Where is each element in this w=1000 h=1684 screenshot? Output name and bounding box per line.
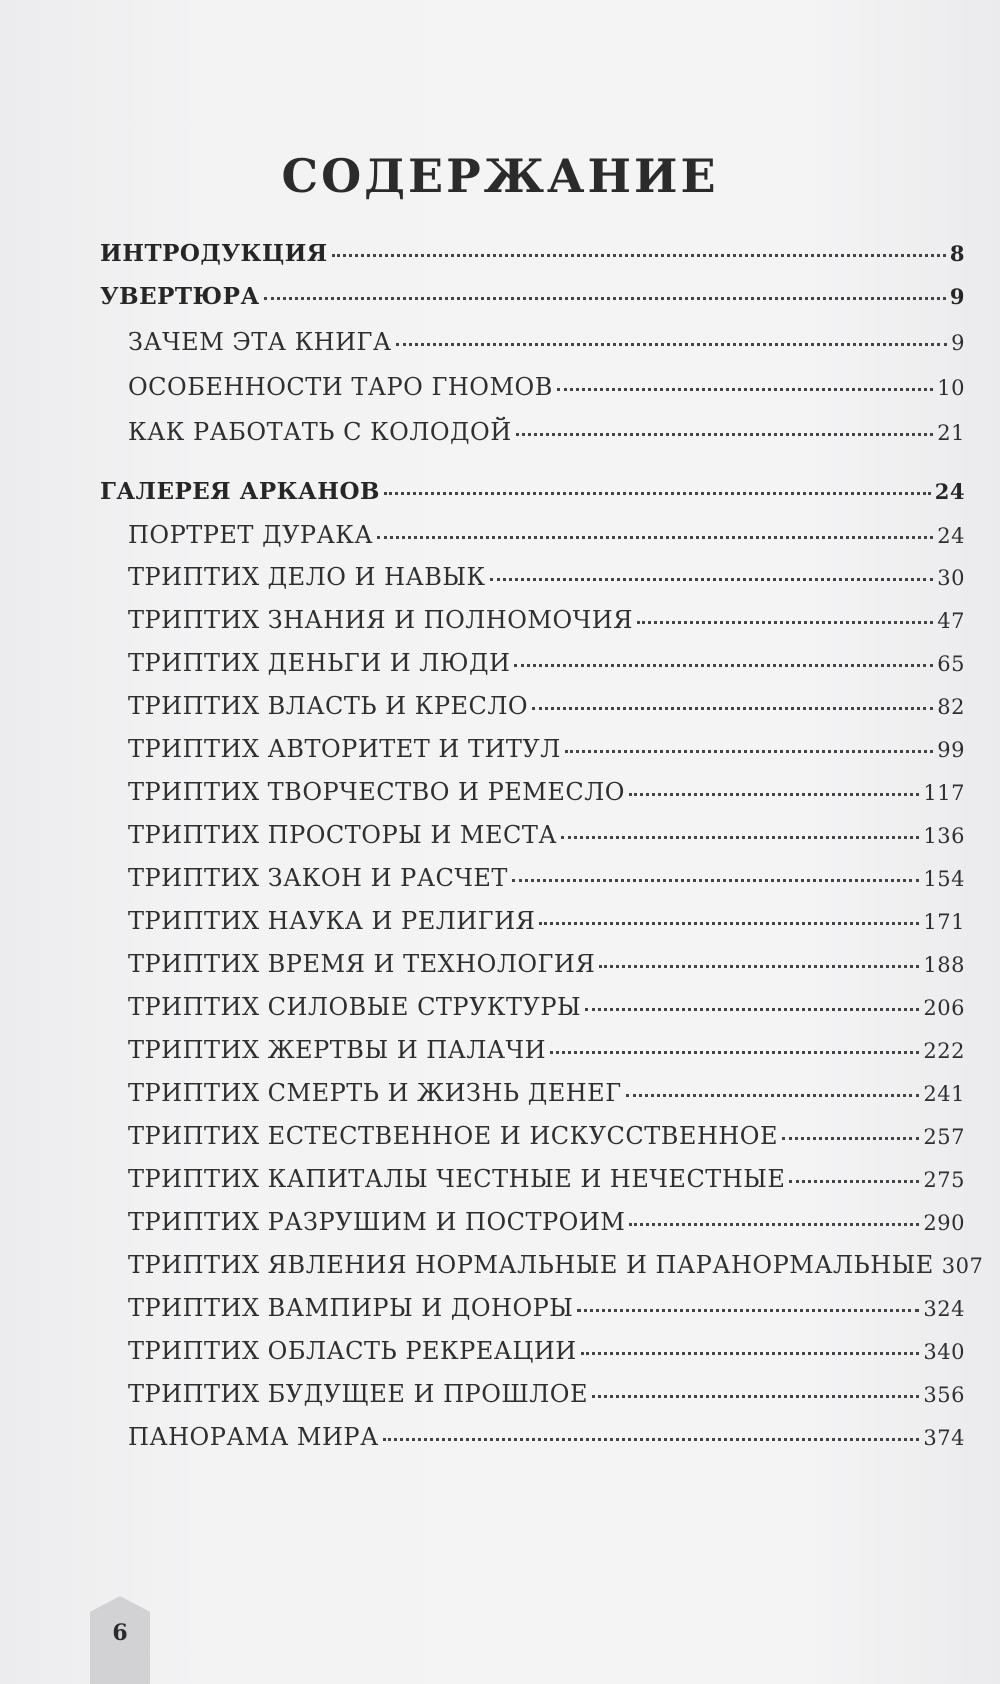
toc-entry-page: 374 [923, 1426, 965, 1450]
dot-leader [377, 534, 933, 539]
toc-entry-title: ТРИПТИХ ОБЛАСТЬ РЕКРЕАЦИИ [128, 1337, 577, 1365]
toc-entry [128, 907, 965, 935]
page-number: 6 [112, 1620, 128, 1646]
toc-entry-title: ИНТРОДУКЦИЯ [100, 240, 328, 267]
toc-entry-page: 275 [923, 1168, 965, 1192]
toc-entry [100, 240, 965, 267]
toc-entry [128, 1079, 965, 1107]
toc-entry-title: ТРИПТИХ ЕСТЕСТВЕННОЕ И ИСКУССТВЕННОЕ [128, 1122, 779, 1150]
dot-leader [581, 1350, 920, 1355]
dot-leader [516, 431, 934, 436]
toc-entry [128, 692, 965, 720]
toc-entry-title: ТРИПТИХ ВРЕМЯ И ТЕХНОЛОГИЯ [128, 950, 596, 978]
toc-entry-page: 9 [949, 284, 965, 309]
toc-entry-page: 340 [923, 1340, 965, 1364]
toc-entry-page: 222 [923, 1039, 965, 1063]
toc-entry [128, 328, 965, 356]
dot-leader [550, 1049, 919, 1054]
dot-leader [396, 341, 948, 346]
toc-entry-title: ТРИПТИХ ТВОРЧЕСТВО И РЕМЕСЛО [128, 778, 625, 806]
toc-entry [128, 993, 965, 1021]
toc-entry-page: 21 [937, 421, 965, 445]
toc-entry [128, 563, 965, 591]
dot-leader [782, 1135, 919, 1140]
dot-leader [264, 295, 946, 300]
toc-entry [128, 950, 965, 978]
toc-entry-page: 136 [923, 824, 965, 848]
toc-entry-page: 241 [923, 1082, 965, 1106]
toc-entry-title: ТРИПТИХ ДЕНЬГИ И ЛЮДИ [128, 649, 511, 677]
toc-entry [128, 1122, 965, 1150]
toc-entry-title: КАК РАБОТАТЬ С КОЛОДОЙ [128, 418, 512, 446]
toc-entry-page: 171 [923, 910, 965, 934]
toc-entry-title: ТРИПТИХ АВТОРИТЕТ И ТИТУЛ [128, 735, 561, 763]
toc-entry [100, 283, 965, 310]
toc-entry-page: 324 [923, 1297, 965, 1321]
dot-leader [539, 920, 919, 925]
toc-entry-page: 154 [923, 867, 965, 891]
toc-entry-page: 257 [923, 1125, 965, 1149]
toc-entry-title: ТРИПТИХ ПРОСТОРЫ И МЕСТА [128, 821, 558, 849]
dot-leader [592, 1393, 919, 1398]
dot-leader [557, 386, 933, 391]
page-title: СОДЕРЖАНИЕ [281, 148, 719, 203]
toc-entry-title: ТРИПТИХ БУДУЩЕЕ И ПРОШЛОЕ [128, 1380, 588, 1408]
toc-entry [128, 735, 965, 763]
toc-entry-title: ТРИПТИХ СИЛОВЫЕ СТРУКТУРЫ [128, 993, 582, 1021]
dot-leader [383, 1436, 920, 1441]
toc-entry [128, 864, 965, 892]
toc-entry-page: 10 [937, 376, 965, 400]
toc-entry-page: 356 [923, 1383, 965, 1407]
toc-entry-title: ТРИПТИХ НАУКА И РЕЛИГИЯ [128, 907, 536, 935]
toc-entry [128, 1208, 965, 1236]
toc-entry-page: 82 [937, 695, 965, 719]
dot-leader [577, 1307, 919, 1312]
toc-entry-page: 99 [937, 738, 965, 762]
toc-entry-page: 117 [923, 781, 965, 805]
dot-leader [561, 834, 919, 839]
toc-entry-page: 9 [951, 331, 965, 355]
toc-entry [128, 1380, 965, 1408]
toc-entry-page: 290 [923, 1211, 965, 1235]
toc-entry-page: 206 [923, 996, 965, 1020]
toc-entry-title: ТРИПТИХ ЖЕРТВЫ И ПАЛАЧИ [128, 1036, 547, 1064]
dot-leader [514, 662, 933, 667]
dot-leader [599, 963, 919, 968]
toc-entry [128, 418, 965, 446]
toc-entry-page: 47 [937, 609, 965, 633]
toc-entry [128, 1165, 965, 1193]
toc-entry-title: ТРИПТИХ ВАМПИРЫ И ДОНОРЫ [128, 1294, 574, 1322]
dot-leader [629, 791, 920, 796]
toc-entry [128, 1251, 984, 1279]
toc-entry-page: 8 [949, 241, 965, 266]
dot-leader [532, 705, 933, 710]
dot-leader [512, 877, 919, 882]
toc-entry-title: ТРИПТИХ ДЕЛО И НАВЫК [128, 563, 486, 591]
toc-entry-page: 24 [934, 479, 965, 504]
toc-entry [128, 1337, 965, 1365]
dot-leader [789, 1178, 919, 1183]
toc-entry [128, 1294, 965, 1322]
dot-leader [332, 252, 946, 257]
toc-entry [128, 521, 965, 549]
dot-leader [637, 619, 933, 624]
toc-entry-page: 30 [937, 566, 965, 590]
toc-entry [128, 649, 965, 677]
toc-entry-page: 188 [923, 953, 965, 977]
dot-leader [490, 576, 934, 581]
toc-entry-title: ЗАЧЕМ ЭТА КНИГА [128, 328, 392, 356]
toc-entry-title: ТРИПТИХ СМЕРТЬ И ЖИЗНЬ ДЕНЕГ [128, 1079, 622, 1107]
toc-entry-title: ТРИПТИХ ВЛАСТЬ И КРЕСЛО [128, 692, 529, 720]
dot-leader [565, 748, 933, 753]
toc-entry-title: ПАНОРАМА МИРА [128, 1423, 379, 1451]
toc-entry-page: 307 [941, 1254, 984, 1278]
toc-entry [100, 478, 965, 505]
toc-entry [128, 1036, 965, 1064]
toc-entry-title: ОСОБЕННОСТИ ТАРО ГНОМОВ [128, 373, 553, 401]
toc-entry [128, 373, 965, 401]
toc-entry-title: ТРИПТИХ КАПИТАЛЫ ЧЕСТНЫЕ И НЕЧЕСТНЫЕ [128, 1165, 786, 1193]
dot-leader [384, 490, 931, 495]
toc-entry-title: ТРИПТИХ ЗАКОН И РАСЧЕТ [128, 864, 508, 892]
toc-entry [128, 778, 965, 806]
toc-entry-title: ПОРТРЕТ ДУРАКА [128, 521, 373, 549]
toc-entry-page: 65 [937, 652, 965, 676]
toc-entry [128, 606, 965, 634]
toc-entry-title: ГАЛЕРЕЯ АРКАНОВ [100, 478, 380, 505]
dot-leader [626, 1092, 920, 1097]
toc-entry-page: 24 [937, 524, 965, 548]
toc-entry-title: ТРИПТИХ ЯВЛЕНИЯ НОРМАЛЬНЫЕ И ПАРАНОРМАЛЬНЫЕ [128, 1251, 934, 1279]
toc-entry [128, 821, 965, 849]
dot-leader [585, 1006, 919, 1011]
toc-entry-title: УВЕРТЮРА [100, 283, 260, 310]
toc-entry-title: ТРИПТИХ ЗНАНИЯ И ПОЛНОМОЧИЯ [128, 606, 634, 634]
toc-entry-title: ТРИПТИХ РАЗРУШИМ И ПОСТРОИМ [128, 1208, 626, 1236]
dot-leader [629, 1221, 919, 1226]
toc-entry [128, 1423, 965, 1451]
